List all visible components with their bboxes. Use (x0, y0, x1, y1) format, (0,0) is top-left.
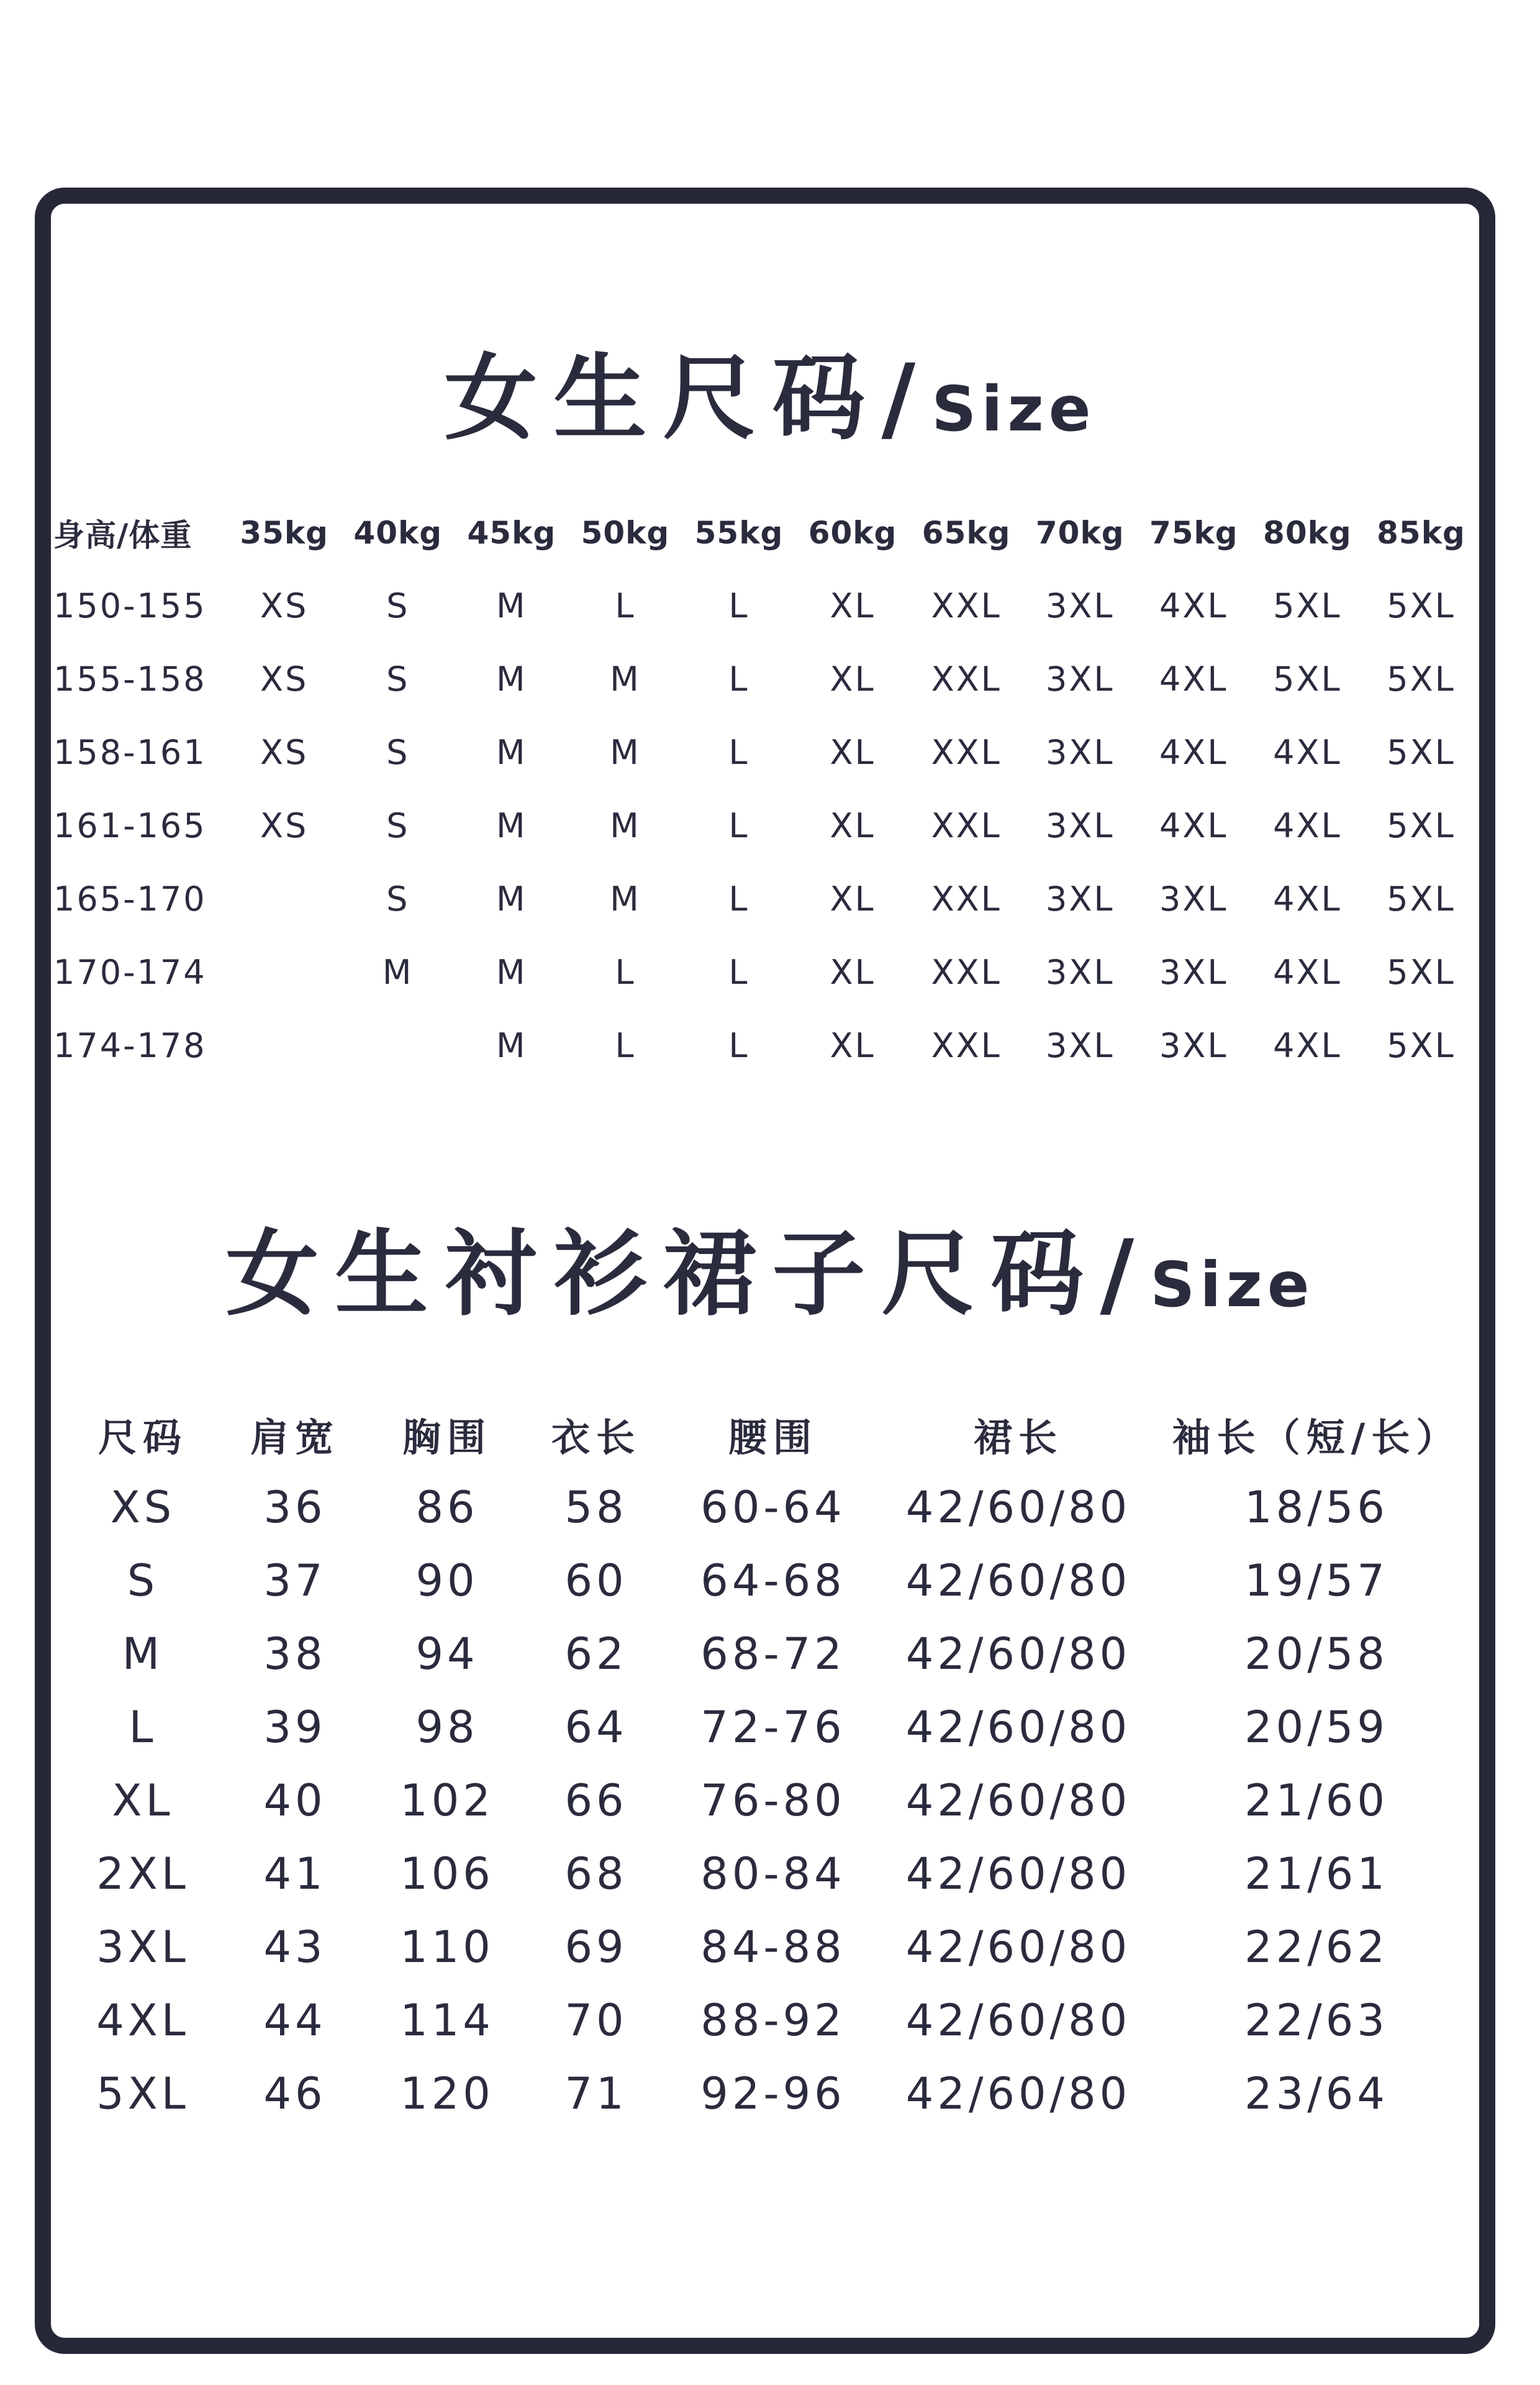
table-cell: L (615, 952, 636, 992)
table-cell: 22/63 (1244, 1995, 1388, 2046)
shirt-skirt-size-title (0, 1199, 1540, 1333)
height-weight-table-header (53, 497, 1478, 569)
table-row (68, 1617, 1472, 1691)
table-cell: M (610, 732, 641, 772)
table-cell: 94 (415, 1629, 479, 1679)
garment-table-body (68, 1471, 1472, 2130)
table-cell: XL (830, 806, 876, 845)
table-cell: 3XL (1045, 732, 1115, 772)
table-cell: XL (830, 586, 876, 625)
table-cell: 42/60/80 (905, 1629, 1131, 1679)
table-cell: 71 (564, 2068, 628, 2119)
table-cell: 66 (564, 1775, 628, 1826)
table-cell: 76-80 (700, 1775, 846, 1826)
column-header: 胸围 (402, 1414, 492, 1460)
table-cell: L (615, 1025, 636, 1065)
table-cell: M (496, 952, 527, 992)
table-cell: 19/57 (1244, 1555, 1388, 1606)
table-cell: XL (112, 1775, 174, 1826)
table-cell: 60-64 (700, 1482, 846, 1533)
table-cell: XXL (931, 1025, 1002, 1065)
column-header: 60kg (808, 515, 897, 551)
table-cell: 84-88 (700, 1922, 846, 1973)
column-header: 衣长 (551, 1414, 641, 1460)
table-cell: 3XL (1045, 659, 1115, 699)
column-header: 45kg (467, 515, 556, 551)
table-cell: 21/61 (1244, 1848, 1388, 1899)
table-cell: L (129, 1702, 157, 1753)
table-cell: 3XL (1045, 1025, 1115, 1065)
table-cell: 102 (400, 1775, 494, 1826)
table-cell: XS (260, 732, 309, 772)
table-cell: S (386, 879, 410, 919)
table-cell: 40 (263, 1775, 327, 1826)
garment-table-header (68, 1397, 1472, 1471)
column-header: 65kg (922, 515, 1011, 551)
table-cell: S (386, 732, 410, 772)
column-header: 55kg (694, 515, 784, 551)
table-cell: 64 (564, 1702, 628, 1753)
table-cell: 5XL (1387, 879, 1456, 919)
table-cell: 42/60/80 (905, 1848, 1131, 1899)
table-cell: M (496, 806, 527, 845)
table-cell: 3XL (1159, 879, 1228, 919)
header-row (53, 497, 1478, 569)
column-header: 75kg (1149, 515, 1238, 551)
table-cell: 86 (415, 1482, 479, 1533)
table-cell: XL (830, 732, 876, 772)
height-weight-table-body (53, 569, 1478, 1082)
table-cell (227, 862, 341, 935)
table-cell: M (610, 659, 641, 699)
table-row (53, 1009, 1478, 1082)
table-cell: M (610, 806, 641, 845)
garment-measurement-table (68, 1397, 1472, 2130)
table-cell: 106 (400, 1848, 494, 1899)
table-row (53, 569, 1478, 642)
table-cell: 90 (415, 1555, 479, 1606)
table-cell: 43 (263, 1922, 327, 1973)
table-row (53, 716, 1478, 789)
table-cell: 155-158 (53, 659, 207, 699)
table-cell: 5XL (1387, 952, 1456, 992)
table-cell: 3XL (1045, 879, 1115, 919)
table-cell: L (728, 659, 750, 699)
table-cell: S (386, 806, 410, 845)
table-cell: XS (260, 659, 309, 699)
table-cell: 39 (263, 1702, 327, 1753)
column-header: 70kg (1035, 515, 1125, 551)
table-cell: 44 (263, 1995, 327, 2046)
table-cell: 42/60/80 (905, 1555, 1131, 1606)
table-cell: M (610, 879, 641, 919)
table-cell: 42/60/80 (905, 1922, 1131, 1973)
table-row (53, 935, 1478, 1009)
table-cell: M (496, 879, 527, 919)
table-cell: XXL (931, 586, 1002, 625)
table-cell: M (382, 952, 414, 992)
table-cell: 64-68 (700, 1555, 846, 1606)
table-cell: XXL (931, 879, 1002, 919)
table-cell: 58 (564, 1482, 628, 1533)
table-row (68, 1837, 1472, 1910)
table-cell: 4XL (1159, 586, 1228, 625)
column-header: 35kg (240, 515, 328, 551)
column-header: 50kg (581, 515, 670, 551)
table-cell: 110 (400, 1922, 494, 1973)
table-cell: 42/60/80 (905, 1995, 1131, 2046)
table-cell: 88-92 (700, 1995, 846, 2046)
table-cell: 70 (564, 1995, 628, 2046)
table-cell: 60 (564, 1555, 628, 1606)
table-cell: 72-76 (700, 1702, 846, 1753)
table-cell: S (127, 1555, 159, 1606)
table-cell: 36 (263, 1482, 327, 1533)
table-cell: 80-84 (700, 1848, 846, 1899)
table-cell: 5XL (1273, 586, 1342, 625)
table-cell: 174-178 (53, 1025, 207, 1065)
table-cell: 158-161 (53, 732, 207, 772)
column-header: 肩宽 (250, 1414, 340, 1460)
table-cell: 3XL (1159, 952, 1228, 992)
table-cell: L (728, 1025, 750, 1065)
table-cell: 5XL (1387, 659, 1456, 699)
table-row (68, 1691, 1472, 1764)
table-cell: 165-170 (53, 879, 207, 919)
table-cell: 4XL (1273, 806, 1342, 845)
table-cell: 170-174 (53, 952, 207, 992)
table-cell: 4XL (1159, 806, 1228, 845)
table-cell: XL (830, 952, 876, 992)
table-cell: M (122, 1629, 164, 1679)
table-cell: XS (260, 806, 309, 845)
table-cell: L (728, 586, 750, 625)
table-cell (227, 935, 341, 1009)
table-cell: L (728, 732, 750, 772)
table-row (68, 1471, 1472, 1544)
column-header: 腰围 (728, 1414, 818, 1460)
table-cell: XS (260, 586, 309, 625)
table-cell (341, 1009, 455, 1082)
table-cell: 4XL (1159, 659, 1228, 699)
women-size-title (0, 323, 1540, 457)
table-cell: 62 (564, 1629, 628, 1679)
table-cell: M (496, 586, 527, 625)
shirt-skirt-size-title-en: Size (1150, 1248, 1315, 1321)
table-cell: 42/60/80 (905, 2068, 1131, 2119)
table-row (68, 1910, 1472, 1984)
table-cell: 5XL (1387, 586, 1456, 625)
women-size-title-en: Size (931, 373, 1096, 445)
table-cell: 92-96 (700, 2068, 846, 2119)
table-row (68, 1544, 1472, 1617)
table-row (53, 789, 1478, 862)
table-cell: 42/60/80 (905, 1482, 1131, 1533)
women-size-title-cn: 女生尺码/ (444, 345, 932, 453)
table-cell: 23/64 (1244, 2068, 1388, 2119)
column-header: 尺码 (97, 1414, 188, 1460)
table-cell: 4XL (1273, 952, 1342, 992)
column-header: 40kg (353, 515, 443, 551)
table-cell: 161-165 (53, 806, 207, 845)
header-row (68, 1397, 1472, 1471)
height-weight-size-table (53, 497, 1478, 1082)
column-header: 80kg (1263, 515, 1352, 551)
shirt-skirt-size-title-cn: 女生衬衫裙子尺码/ (225, 1220, 1151, 1329)
table-cell: 38 (263, 1629, 327, 1679)
table-cell: 98 (415, 1702, 479, 1753)
table-cell: 3XL (96, 1922, 189, 1973)
table-cell: XL (830, 879, 876, 919)
table-cell: 46 (263, 2068, 327, 2119)
table-cell: 42/60/80 (905, 1775, 1131, 1826)
table-row (68, 1984, 1472, 2057)
column-header: 裙长 (973, 1414, 1063, 1460)
table-cell: S (386, 586, 410, 625)
table-row (68, 2057, 1472, 2130)
table-cell: 5XL (1387, 732, 1456, 772)
table-cell: XXL (931, 659, 1002, 699)
table-cell: 37 (263, 1555, 327, 1606)
column-header: 袖长（短/长） (1172, 1414, 1461, 1460)
table-cell: XL (830, 659, 876, 699)
table-cell: L (728, 879, 750, 919)
table-cell: 20/58 (1244, 1629, 1388, 1679)
table-cell: 5XL (1387, 806, 1456, 845)
table-cell: L (728, 806, 750, 845)
column-header: 身高/体重 (53, 517, 192, 553)
table-cell: 4XL (1159, 732, 1228, 772)
table-cell: L (728, 952, 750, 992)
table-cell: 41 (263, 1848, 327, 1899)
table-cell: 68 (564, 1848, 628, 1899)
table-cell: 21/60 (1244, 1775, 1388, 1826)
table-cell: XXL (931, 806, 1002, 845)
table-cell: M (496, 732, 527, 772)
table-cell: L (615, 586, 636, 625)
table-cell: 4XL (1273, 879, 1342, 919)
table-cell: 4XL (96, 1995, 189, 2046)
table-row (53, 642, 1478, 716)
table-cell (227, 1009, 341, 1082)
table-cell: 68-72 (700, 1629, 846, 1679)
table-cell: 4XL (1273, 1025, 1342, 1065)
table-cell: M (496, 1025, 527, 1065)
table-cell: 3XL (1045, 586, 1115, 625)
table-cell: 20/59 (1244, 1702, 1388, 1753)
table-cell: S (386, 659, 410, 699)
table-cell: 3XL (1159, 1025, 1228, 1065)
table-cell: 5XL (1387, 1025, 1456, 1065)
table-cell: 5XL (1273, 659, 1342, 699)
table-cell: XXL (931, 732, 1002, 772)
column-header: 85kg (1377, 515, 1465, 551)
table-cell: 69 (564, 1922, 628, 1973)
table-cell: 114 (400, 1995, 494, 2046)
table-cell: 150-155 (53, 586, 207, 625)
table-cell: XS (110, 1482, 176, 1533)
table-cell: XXL (931, 952, 1002, 992)
table-cell: 5XL (96, 2068, 189, 2119)
table-cell: 2XL (96, 1848, 189, 1899)
table-row (68, 1764, 1472, 1837)
table-cell: 42/60/80 (905, 1702, 1131, 1753)
table-cell: 18/56 (1244, 1482, 1388, 1533)
table-row (53, 862, 1478, 935)
table-cell: 4XL (1273, 732, 1342, 772)
table-cell: 3XL (1045, 806, 1115, 845)
table-cell: 3XL (1045, 952, 1115, 992)
table-cell: 22/62 (1244, 1922, 1388, 1973)
table-cell: M (496, 659, 527, 699)
table-cell: 120 (400, 2068, 494, 2119)
table-cell: XL (830, 1025, 876, 1065)
